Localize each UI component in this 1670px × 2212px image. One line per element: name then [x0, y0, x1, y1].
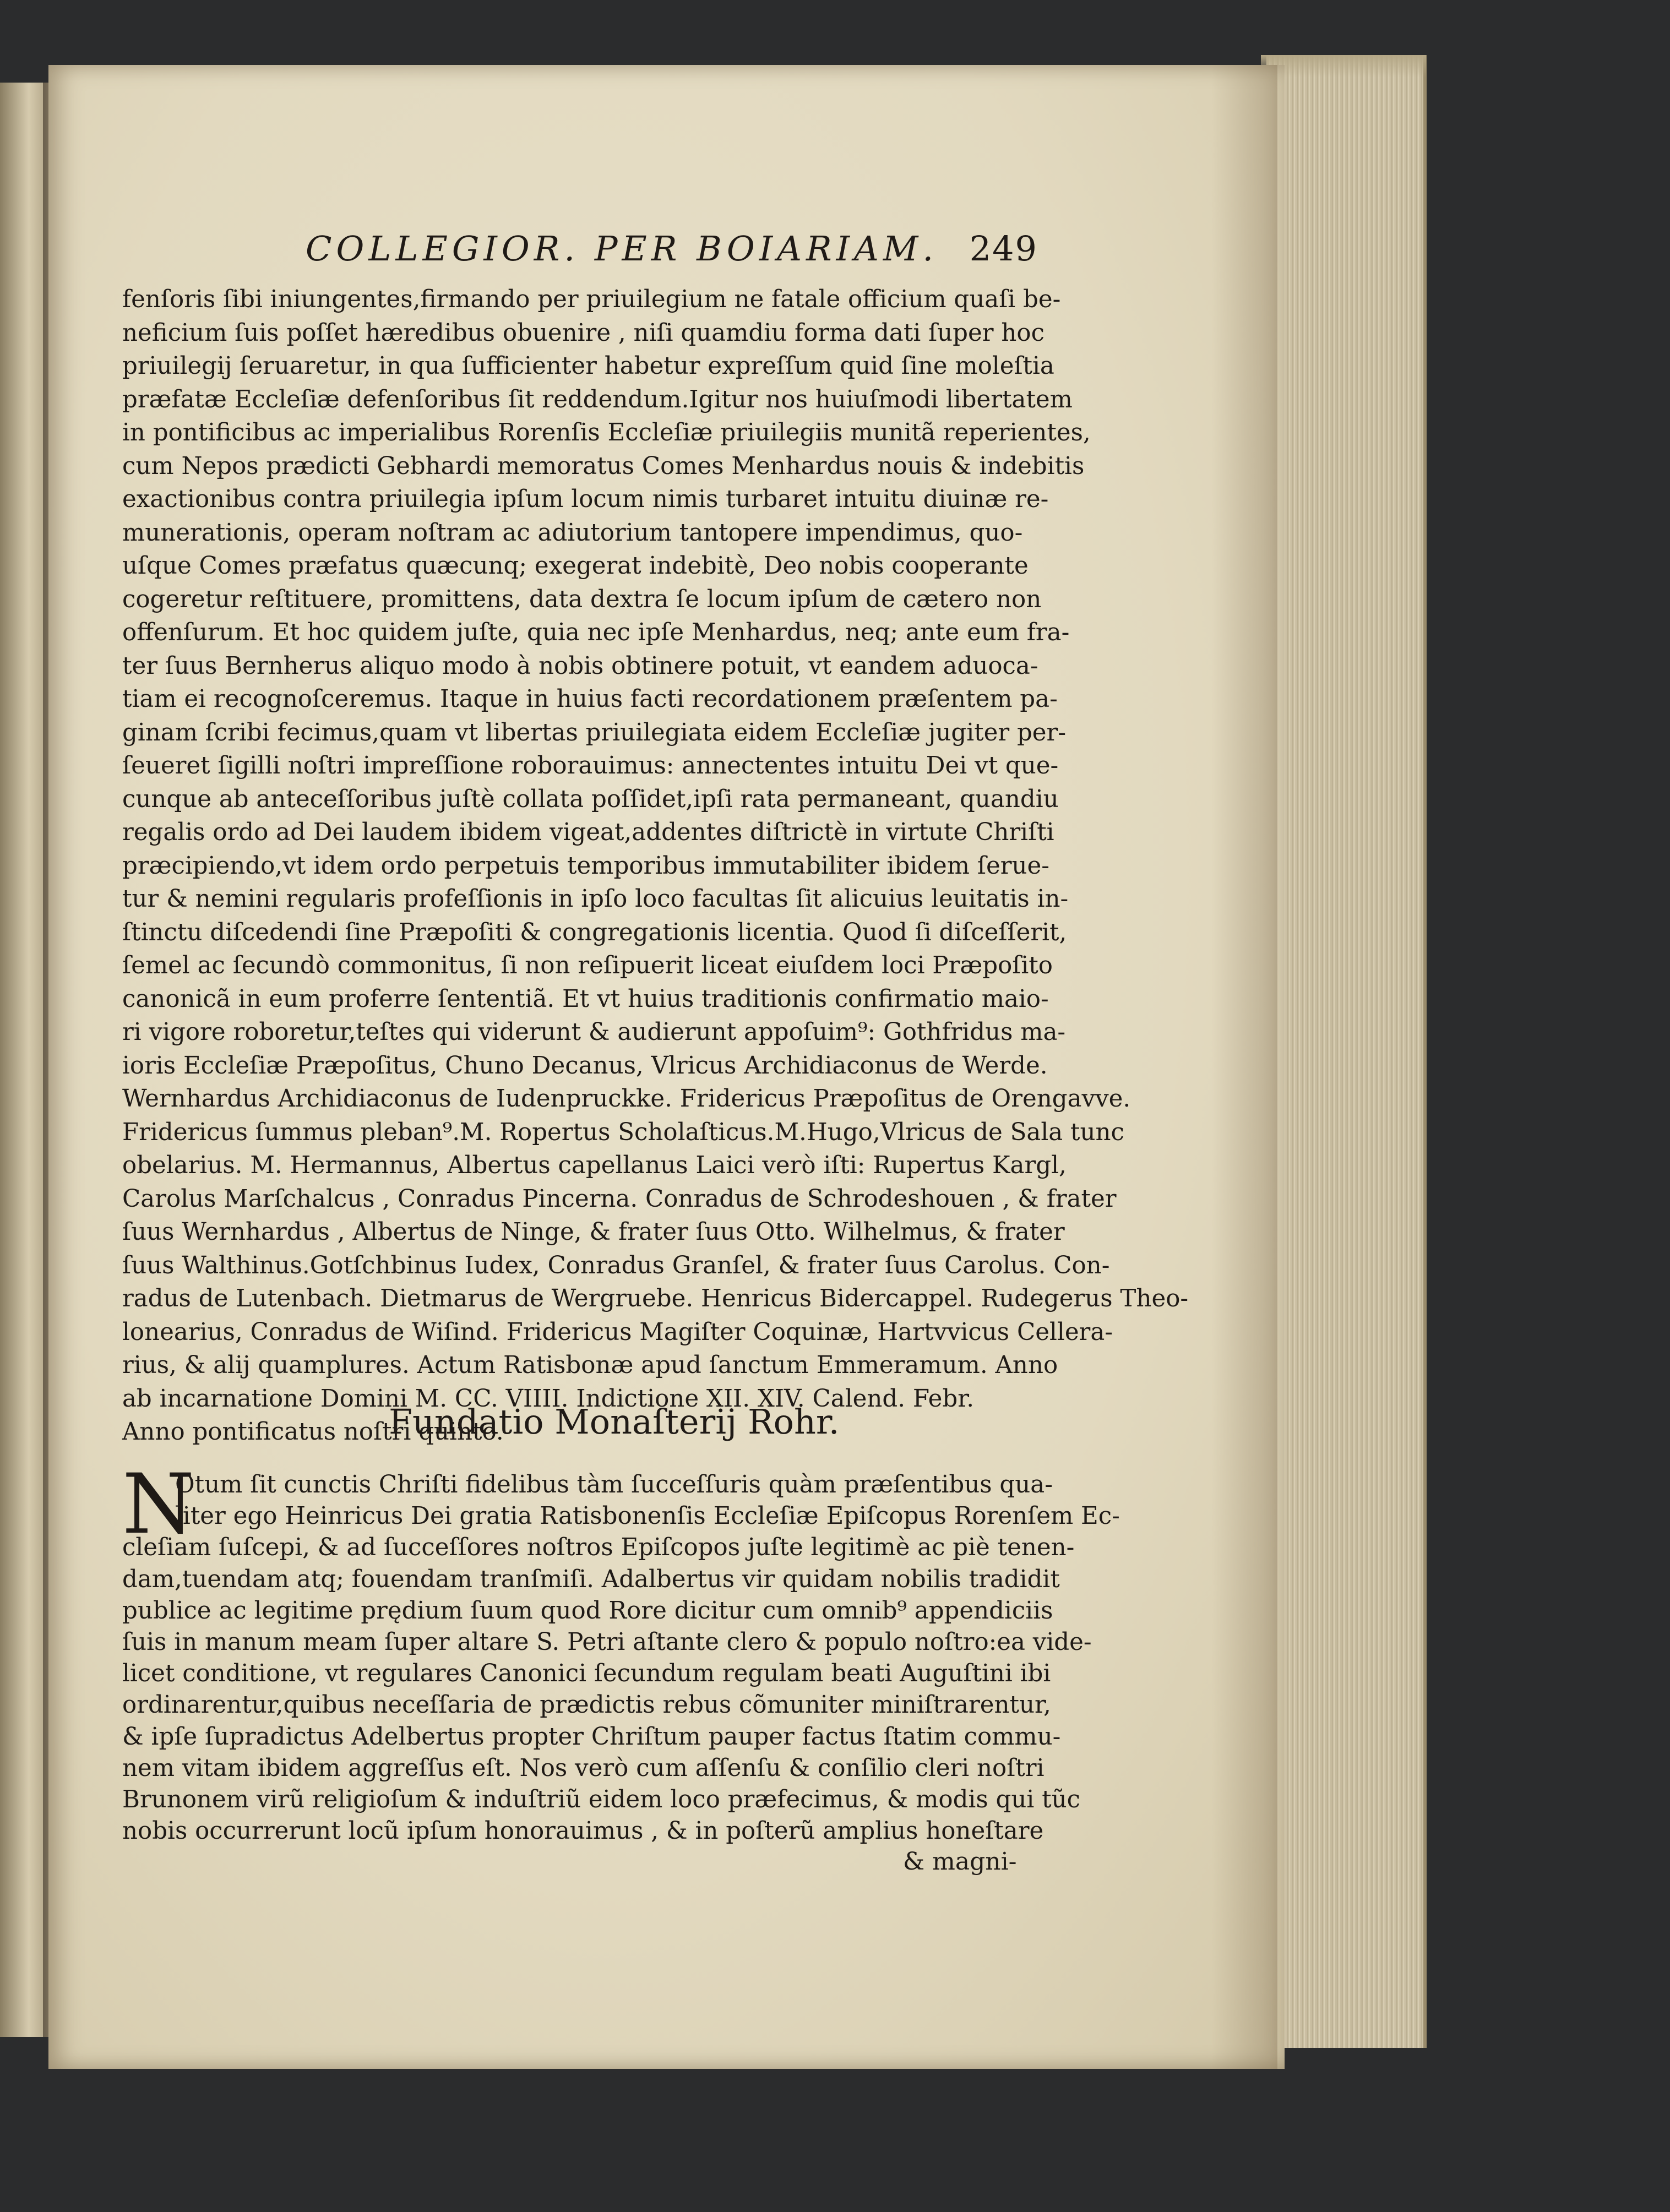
text-line: offenſurum. Et hoc quidem juſte, quia nec ipſe Menhardus, neq; ante eum fra-: [122, 619, 1070, 646]
text-line: exactionibus contra priuilegia ipſum locum nimis turbaret intuitu diuinæ re-: [122, 486, 1049, 513]
text-line: lonearius, Conradus de Wiſind. Fridericus Magiſter Coquinæ, Hartvvicus Cellera-: [122, 1318, 1113, 1346]
text-line: ri vigore roboretur,teſtes qui viderunt & audierunt appoſuim⁹: Gothfridus ma-: [122, 1018, 1066, 1046]
text-line: & ipſe ſupradictus Adelbertus propter Chriſtum pauper factus ſtatim commu-: [122, 1723, 1061, 1751]
text-line: Fridericus ſummus pleban⁹.M. Ropertus Scholaſticus.M.Hugo,Vlricus de Sala tunc: [122, 1118, 1124, 1146]
text-line: ſemel ac ſecundò commonitus, ſi non reſipuerit liceat eiuſdem loci Præpoſito: [122, 952, 1053, 979]
text-line: canonicã in eum proferre ſententiã. Et vt huius traditionis confirmatio maio-: [122, 985, 1049, 1013]
text-line: cleſiam ſuſcepi, & ad ſucceſſores noſtros Epiſcopos juſte legitimè ac piè tenen-: [122, 1534, 1075, 1562]
text-line: ſtinctu diſcedendi ſine Præpoſiti & congregationis licentia. Quod ſi diſceſſerit,: [122, 918, 1067, 946]
text-line: ordinarentur,quibus neceſſaria de prædictis rebus cõmuniter miniſtrarentur,: [122, 1691, 1051, 1719]
text-line: Brunonem virũ religioſum & induſtriũ eidem loco præfecimus, & modis qui tũc: [122, 1786, 1080, 1813]
text-line: ſuus Wernhardus , Albertus de Ninge, & frater ſuus Otto. Wilhelmus, & frater: [122, 1218, 1065, 1246]
text-line: Otum ſit cunctis Chriſti fidelibus tàm ſucceſſuris quàm præſentibus qua-: [175, 1471, 1053, 1499]
text-line: ginam ſcribi fecimus,quam vt libertas priuilegiata eidem Eccleſiæ jugiter per-: [122, 718, 1067, 747]
catchword: & magni-: [903, 1848, 1017, 1876]
text-line: tiam ei recognoſceremus. Itaque in huius facti recordationem præſentem pa-: [122, 685, 1058, 713]
text-line: præcipiendo,vt idem ordo perpetuis temporibus immutabiliter ibidem ſerue-: [122, 852, 1049, 880]
fore-edge-shadow: [1211, 65, 1277, 2069]
text-line: liter ego Heinricus Dei gratia Ratisbonenſis Eccleſiæ Epiſcopus Rorenſem Ec-: [175, 1502, 1120, 1530]
text-line: fenſoris ſibi iniungentes,firmando per priuilegium ne fatale officium quaſi be-: [122, 286, 1061, 313]
text-line: Wernhardus Archidiaconus de Iudenpruckke. Fridericus Præpoſitus de Orengavve.: [122, 1085, 1131, 1113]
text-line: munerationis, operam noſtram ac adiutorium tantopere impendimus, quo-: [122, 519, 1023, 547]
running-title: COLLEGIOR. PER BOIARIAM.: [306, 228, 938, 269]
text-line: radus de Lutenbach. Dietmarus de Wergruebe. Henricus Bidercappel. Rudegerus Theo-: [122, 1285, 1189, 1312]
text-line: ſuis in manum meam ſuper altare S. Petri aſtante clero & populo noſtro:ea vide-: [122, 1628, 1092, 1656]
page-block-top: [1261, 55, 1426, 77]
text-line: licet conditione, vt regulares Canonici ſecundum regulam beati Auguſtini ibi: [122, 1660, 1051, 1688]
text-line: priuilegij ſeruaretur, in qua ſufficienter habetur expreſſum quid ſine moleſtia: [122, 352, 1054, 380]
text-line: nem vitam ibidem aggreſſus eſt. Nos verò cum aſſenſu & conſilio cleri noſtri: [122, 1754, 1045, 1782]
text-line: Anno pontificatus noſtri quinto.: [122, 1418, 504, 1446]
text-line: regalis ordo ad Dei laudem ibidem vigeat,addentes diſtrictè in virtute Chriſti: [122, 819, 1054, 846]
text-line: rius, & alij quamplures. Actum Ratisbonæ apud ſanctum Emmeramum. Anno: [122, 1352, 1058, 1379]
text-line: ſuus Walthinus.Gotſchbinus Iudex, Conradus Granſel, & frater ſuus Carolus. Con-: [122, 1251, 1110, 1279]
running-header: [306, 228, 1038, 273]
text-line: ab incarnatione Domini M. CC. VIIII. Indictione XII. XIV. Calend. Febr.: [122, 1385, 975, 1413]
section-title: Fundatio Monaſterij Rohr.: [389, 1402, 840, 1442]
text-line: cum Nepos prædicti Gebhardi memoratus Comes Menhardus nouis & indebitis: [122, 452, 1085, 480]
text-line: Carolus Marſchalcus , Conradus Pincerna. Conradus de Schrodeshouen , & frater: [122, 1185, 1117, 1213]
drop-cap: N: [122, 1457, 195, 1552]
text-line: tur & nemini regularis profeſſionis in ipſo loco facultas ſit alicuius leuitatis in-: [122, 885, 1069, 913]
text-line: cogeretur reſtituere, promittens, data dextra ſe locum ipſum de cætero non: [122, 585, 1042, 613]
text-line: præfatæ Eccleſiæ defenſoribus ſit reddendum.Igitur nos huiuſmodi libertatem: [122, 385, 1073, 413]
text-line: in pontificibus ac imperialibus Rorenſis Eccleſiæ priuilegiis munitã reperientes,: [122, 419, 1091, 446]
page-block-edges: [1266, 55, 1427, 2048]
page-number: 249: [969, 228, 1038, 269]
text-line: ioris Eccleſiæ Præpoſitus, Chuno Decanus, Vlricus Archidiaconus de Werde.: [122, 1051, 1048, 1080]
text-line: uſque Comes præfatus quæcunq; exegerat indebitè, Deo nobis cooperante: [122, 552, 1029, 580]
text-line: publice ac legitime prędium ſuum quod Rore dicitur cum omnib⁹ appendiciis: [122, 1597, 1053, 1625]
text-line: dam,tuendam atq; fouendam tranſmiſi. Adalbertus vir quidam nobilis tradidit: [122, 1565, 1060, 1593]
text-line: obelarius. M. Hermannus, Albertus capellanus Laici verò iſti: Rupertus Kargl,: [122, 1152, 1067, 1179]
text-line: ſeueret ſigilli noſtri impreſſione roborauimus: annectentes intuitu Dei vt que-: [122, 752, 1059, 780]
text-line: ter ſuus Bernherus aliquo modo à nobis obtinere potuit, vt eandem aduoca-: [122, 652, 1038, 680]
text-line: nobis occurrerunt locũ ipſum honorauimus , & in poſterũ amplius honeſtare: [122, 1817, 1044, 1845]
text-line: neficium ſuis poſſet hæredibus obuenire , niſi quamdiu forma dati ſuper hoc: [122, 319, 1045, 347]
text-line: cunque ab anteceſſoribus juſtè collata poſſidet,ipſi rata permaneant, quandiu: [122, 785, 1059, 813]
